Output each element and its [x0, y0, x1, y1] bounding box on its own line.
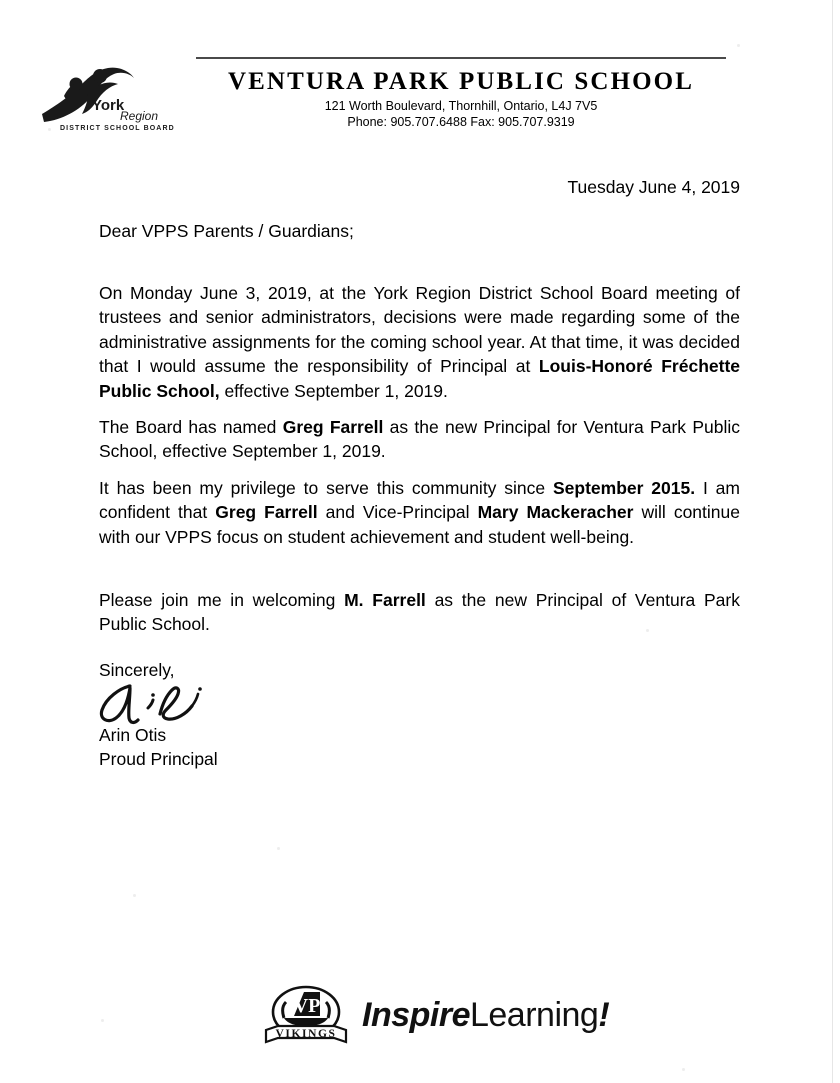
letter-salutation: Dear VPPS Parents / Guardians;: [99, 221, 354, 241]
letter-paragraph-1: [99, 281, 740, 404]
paragraph-3-text-4: will continue with our VPPS focus on student achievement and student well-being.: [99, 502, 740, 547]
signature-icon: [96, 680, 236, 728]
paragraph-4-bold-1: M. Farrell: [344, 589, 426, 610]
letterhead-rule: [196, 57, 726, 59]
scan-speck: [101, 1019, 104, 1022]
school-address: 121 Worth Boulevard, Thornhill, Ontario, L4J 7V5: [324, 99, 598, 113]
paragraph-3-bold-1: September 2015.: [553, 477, 696, 498]
scan-speck: [737, 44, 740, 47]
vp-vikings-crest-icon: [258, 982, 354, 1054]
paragraph-3-bold-2: Greg Farrell: [215, 502, 318, 522]
paragraph-2-text-1: The Board has named: [99, 416, 283, 437]
paragraph-1-text-1: On Monday June 3, 2019, at the York Region District School Board meeting of trustees and senior administrators, decisions were made regarding some of the administrative assignments for the coming school year. At that time, it was decided that I would assume the responsibility of Principal at: [99, 282, 740, 376]
school-name: VENTURA PARK PUBLIC SCHOOL: [228, 68, 694, 95]
scan-speck: [277, 847, 280, 850]
letter-date: Tuesday June 4, 2019: [567, 177, 740, 197]
footer: [258, 982, 610, 1057]
scan-speck: [133, 894, 136, 897]
signer-name: Arin Otis: [99, 725, 167, 745]
paragraph-1-text-2: effective September 1, 2019.: [219, 380, 448, 401]
letter-closing: Sincerely,: [99, 660, 175, 680]
letter-paragraph-2: [99, 415, 740, 464]
paragraph-2-bold-1: Greg Farrell: [282, 416, 384, 437]
letter-paragraph-4: [99, 588, 740, 637]
tagline-learning: Learning: [469, 996, 599, 1034]
paragraph-3-bold-3: Mary Mackeracher: [477, 502, 634, 522]
paragraph-4-text-2: as the new Principal of Ventura Park Public School.: [99, 589, 740, 634]
yrdsb-logo: [34, 62, 194, 134]
signer-title: Proud Principal: [99, 749, 218, 769]
school-phone-fax: Phone: 905.707.6488 Fax: 905.707.9319: [347, 115, 575, 129]
paragraph-3-text-3: and Vice-Principal: [317, 502, 478, 522]
logo-text-board: DISTRICT SCHOOL BOARD: [60, 125, 175, 132]
inspire-learning-tagline: [362, 992, 610, 1038]
paragraph-4-text-1: Please join me in welcoming: [99, 589, 345, 610]
crest-banner-text: VIKINGS: [275, 1028, 337, 1040]
logo-text-region: Region: [120, 109, 159, 123]
scan-speck: [682, 1068, 685, 1071]
paragraph-1-bold-1: Louis-Honoré Fréchette Public School,: [99, 356, 741, 401]
tagline-exclamation: !: [598, 996, 610, 1034]
crest-monogram: VP: [293, 995, 321, 1017]
logo-text-york: York: [92, 97, 125, 114]
paragraph-3-text-2: I am confident that: [99, 477, 740, 522]
paragraph-3-text-1: It has been my privilege to serve this community since: [99, 477, 553, 498]
letter-paragraph-3: [99, 476, 740, 550]
paragraph-2-text-2: as the new Principal for Ventura Park Public School, effective September 1, 2019.: [99, 416, 740, 461]
scan-edge-artifact: [832, 0, 833, 1083]
tagline-inspire: Inspire: [362, 996, 470, 1034]
